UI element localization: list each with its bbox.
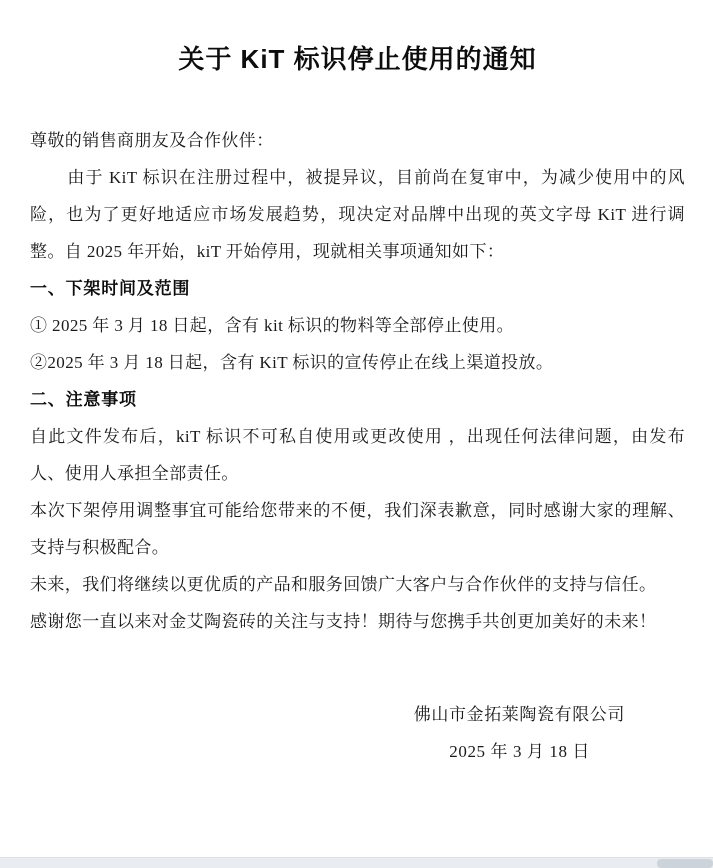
signature-company: 佛山市金拓莱陶瓷有限公司	[413, 705, 625, 724]
section-1-item-2: ②2025 年 3 月 18 日起，含有 KiT 标识的宣传停止在线上渠道投放。	[30, 353, 554, 372]
section-2-paragraph-1: 自此文件发布后，kiT 标识不可私自使用或更改使用 ，出现任何法律问题，由发布人、使用人承担全部责任。	[30, 427, 685, 483]
intro-paragraph: 由于 KiT 标识在注册过程中，被提异议，目前尚在复审中，为减少使用中的风险，也为了更好地适应市场发展趋势，现决定对品牌中出现的英文字母 KiT 进行调整。自 2025 年开始，kiT 开始停用，现就相关事项通知如下：	[30, 168, 685, 261]
document-title: 关于 KiT 标识停止使用的通知	[178, 44, 537, 74]
section-1-item-1: ① 2025 年 3 月 18 日起，含有 kit 标识的物料等全部停止使用。	[30, 316, 515, 335]
signature-block	[30, 696, 685, 770]
salutation: 尊敬的销售商朋友及合作伙伴：	[30, 131, 274, 150]
horizontal-scrollbar[interactable]	[0, 857, 713, 868]
signature-date: 2025 年 3 月 18 日	[449, 742, 590, 761]
section-2-paragraph-4: 感谢您一直以来对金艾陶瓷砖的关注与支持！期待与您携手共创更加美好的未来！	[30, 612, 657, 631]
section-1-heading: 一、下架时间及范围	[30, 279, 191, 298]
section-2-heading: 二、注意事项	[30, 390, 137, 409]
section-2-paragraph-2: 本次下架停用调整事宜可能给您带来的不便，我们深表歉意，同时感谢大家的理解、支持与积极配合。	[30, 501, 685, 557]
scrollbar-thumb[interactable]	[657, 859, 713, 868]
section-2-paragraph-3: 未来，我们将继续以更优质的产品和服务回馈广大客户与合作伙伴的支持与信任。	[30, 575, 657, 594]
